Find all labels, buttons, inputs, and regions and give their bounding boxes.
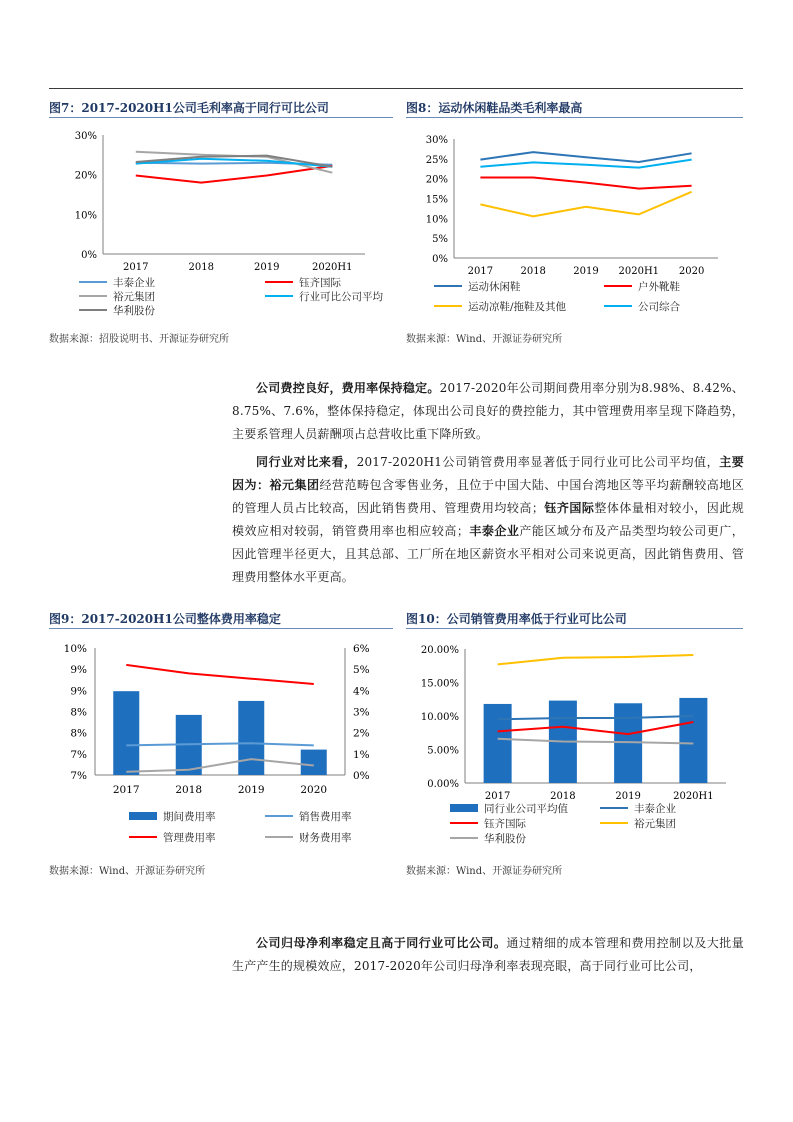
x-tick-label: 2017 — [123, 262, 149, 273]
paragraph-expense-control — [232, 377, 744, 446]
paragraph-net-margin — [232, 932, 744, 978]
bar-期间费用率 — [301, 750, 327, 775]
series-line-钰齐国际 — [498, 722, 694, 734]
para-3-lead: 公司归母净利率稳定且高于同行业可比公司。 — [256, 936, 507, 950]
para-2-text-3: 整体体量相对较小，因此规模效应相对较弱，销管费用率也相应较高； — [232, 501, 744, 538]
x-tick-label: 2019 — [254, 262, 280, 273]
legend-label: 同行业公司平均值 — [484, 803, 568, 815]
y-tick-label: 20% — [425, 174, 448, 186]
x-tick-label: 2019 — [237, 784, 265, 796]
legend-label: 裕元集团 — [113, 291, 155, 303]
bar-期间费用率 — [113, 691, 139, 775]
x-tick-label: 2020 — [678, 266, 705, 277]
figure-7-title: 图7：2017-2020H1公司毛利率高于同行可比公司 — [49, 99, 393, 118]
para-1-body: 2017-2020年公司期间费用率分别为8.98%、8.42%、8.75%、7.6%，整体保持稳定，体现出公司良好的费控能力，其中管理费用率呈现下降趋势，主要系管理人员薪酬项占总营收比重下降所致。 — [232, 381, 744, 441]
y-right-tick-label: 2% — [353, 727, 370, 740]
bar-期间费用率 — [238, 701, 264, 775]
y-tick-label: 0.00% — [427, 779, 459, 790]
y-tick-label: 10% — [74, 210, 97, 222]
legend-label: 管理费用率 — [163, 832, 216, 844]
legend-label: 期间费用率 — [163, 811, 216, 823]
figure-8-title: 图8：运动休闲鞋品类毛利率最高 — [406, 99, 743, 118]
legend-swatch — [450, 804, 478, 812]
x-tick-label: 2020H1 — [673, 791, 714, 802]
y-tick-label: 10% — [425, 214, 448, 226]
x-tick-label: 2018 — [175, 784, 203, 796]
legend-label: 财务费用率 — [299, 832, 352, 844]
para-2-company-yuqi: 钰齐国际 — [544, 501, 595, 515]
y-tick-label: 5% — [432, 234, 448, 246]
figure-7-chart — [49, 120, 393, 320]
legend-swatch — [129, 812, 157, 820]
bar-同行业公司平均值 — [484, 704, 512, 783]
series-line-丰泰企业 — [498, 716, 694, 719]
series-line-华利股份 — [498, 739, 694, 744]
legend-label: 丰泰企业 — [113, 277, 155, 289]
legend-label: 运动休闲鞋 — [468, 281, 521, 293]
y-right-tick-label: 5% — [353, 664, 370, 677]
series-line-裕元集团 — [498, 655, 694, 664]
y-left-tick-label: 7% — [70, 770, 87, 782]
y-tick-label: 30% — [74, 131, 97, 142]
y-tick-label: 0% — [432, 254, 448, 265]
y-tick-label: 15.00% — [420, 678, 459, 690]
figure-10-title: 图10：公司销管费用率低于行业可比公司 — [406, 610, 743, 629]
x-tick-label: 2017 — [112, 784, 140, 796]
y-tick-label: 10.00% — [420, 712, 459, 723]
legend-label: 钰齐国际 — [299, 277, 341, 289]
para-2-reason-lead: 主要因为：裕元集团 — [232, 455, 744, 492]
figure-7-source: 数据来源：招股说明书、开源证券研究所 — [49, 334, 229, 345]
para-2-lead: 同行业对比来看， — [256, 455, 357, 469]
y-left-tick-label: 10% — [63, 643, 87, 655]
legend-label: 裕元集团 — [634, 818, 676, 830]
x-tick-label: 2019 — [615, 791, 641, 802]
y-right-tick-label: 3% — [353, 706, 370, 719]
figure-8-source: 数据来源：Wind、开源证券研究所 — [406, 334, 563, 345]
x-tick-label: 2019 — [573, 266, 599, 277]
series-line-钰齐国际 — [136, 166, 332, 183]
y-right-tick-label: 0% — [353, 770, 370, 782]
series-line-运动凉鞋/拖鞋及其他 — [480, 192, 691, 217]
y-tick-label: 30% — [425, 135, 448, 146]
x-tick-label: 2018 — [550, 791, 576, 802]
para-3-body: 通过精细的成本管理和费用控制以及大批量生产产生的规模效应，2017-2020年公司归母净利率表现亮眼，高于同行业可比公司， — [232, 936, 744, 973]
legend-label: 公司综合 — [638, 301, 680, 313]
para-2-text-4: 产能区域分布及产品类型均较公司更广，因此管理半径更大，且其总部、工厂所在地区薪资水平相对公司来说更高，因此销售费用、管理费用整体水平更高。 — [232, 524, 744, 584]
series-line-销售费用率 — [126, 743, 313, 745]
x-tick-label: 2020H1 — [311, 262, 353, 273]
y-tick-label: 5.00% — [427, 745, 459, 757]
paragraph-peer-comparison — [232, 451, 744, 589]
y-left-tick-label: 9% — [70, 664, 87, 677]
x-tick-label: 2020 — [300, 784, 328, 796]
x-tick-label: 2017 — [484, 791, 511, 802]
legend-label: 丰泰企业 — [634, 803, 676, 815]
y-tick-label: 15% — [425, 194, 448, 206]
series-line-公司综合 — [480, 160, 691, 168]
y-left-tick-label: 9% — [70, 685, 87, 698]
y-left-tick-label: 7% — [70, 748, 87, 761]
legend-label: 销售费用率 — [299, 811, 352, 823]
y-right-tick-label: 4% — [353, 685, 370, 698]
para-1-lead: 公司费控良好，费用率保持稳定。 — [256, 381, 440, 395]
legend-label: 行业可比公司平均 — [299, 291, 383, 303]
legend-label: 户外靴鞋 — [638, 281, 680, 293]
x-tick-label: 2017 — [467, 266, 494, 277]
series-line-管理费用率 — [126, 665, 313, 684]
series-line-运动休闲鞋 — [480, 152, 691, 162]
y-tick-label: 0% — [81, 250, 97, 261]
header-rule — [49, 88, 743, 89]
y-left-tick-label: 8% — [70, 727, 87, 740]
figure-9-chart — [49, 632, 393, 852]
series-line-财务费用率 — [126, 759, 313, 772]
figure-9-title: 图9：2017-2020H1公司整体费用率稳定 — [49, 610, 393, 629]
para-2-text-2: 经营范畴包含零售业务，且位于中国大陆、中国台湾地区等平均薪酬较高地区的管理人员占比较高，因此销售费用、管理费用均较高； — [232, 478, 744, 515]
para-2-text-1: 2017-2020H1公司销管费用率显著低于同行业可比公司平均值， — [356, 455, 720, 469]
y-tick-label: 25% — [425, 154, 448, 166]
legend-label: 钰齐国际 — [484, 818, 526, 830]
legend-label: 运动凉鞋/拖鞋及其他 — [468, 301, 567, 313]
y-right-tick-label: 1% — [353, 748, 370, 761]
x-tick-label: 2018 — [188, 262, 214, 273]
bar-同行业公司平均值 — [679, 698, 707, 783]
y-right-tick-label: 6% — [353, 643, 370, 655]
y-tick-label: 20% — [74, 170, 97, 182]
y-left-tick-label: 8% — [70, 706, 87, 719]
y-tick-label: 20.00% — [420, 645, 459, 656]
figure-8-chart — [406, 120, 743, 320]
legend-label: 华利股份 — [484, 833, 526, 845]
series-line-户外靴鞋 — [480, 178, 691, 189]
figure-10-source: 数据来源：Wind、开源证券研究所 — [406, 866, 563, 877]
figure-9-source: 数据来源：Wind、开源证券研究所 — [49, 866, 206, 877]
legend-label: 华利股份 — [113, 305, 155, 317]
x-tick-label: 2018 — [520, 266, 546, 277]
figure-10-chart — [406, 632, 743, 852]
para-2-company-fengtai: 丰泰企业 — [469, 524, 520, 538]
x-tick-label: 2020H1 — [618, 266, 660, 277]
